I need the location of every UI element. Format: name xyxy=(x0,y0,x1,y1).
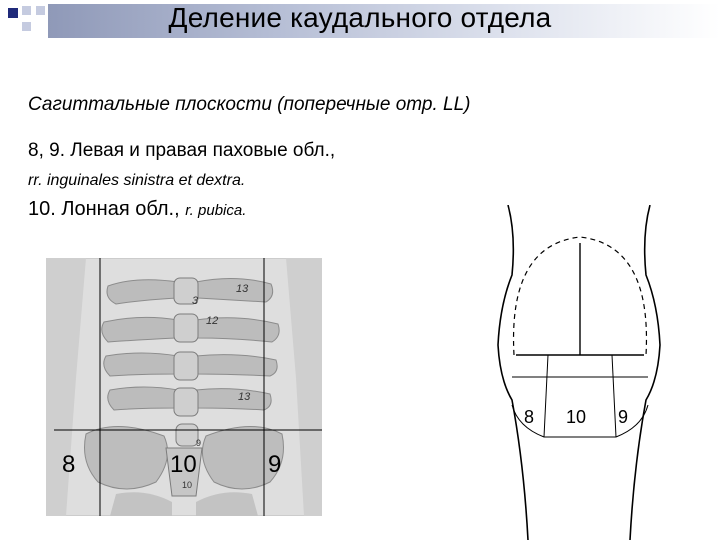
region-label-8: 8 xyxy=(62,451,76,478)
torso-diagram xyxy=(478,205,678,540)
xray-image xyxy=(46,258,322,516)
vertebra xyxy=(174,352,198,380)
vertebra xyxy=(176,424,198,446)
left-body-contour xyxy=(498,205,528,540)
rib-label: 12 xyxy=(206,315,219,327)
rib-label: 13 xyxy=(236,283,249,295)
region-label-9: 9 xyxy=(618,407,629,427)
rib-shape xyxy=(102,317,181,342)
small-label: 9 xyxy=(196,438,202,448)
region-label-10: 10 xyxy=(566,407,587,427)
right-body-contour xyxy=(630,205,660,540)
rib-shape xyxy=(104,353,181,376)
vertebra xyxy=(174,388,198,416)
pubic-region-text xyxy=(28,198,246,221)
pubic-region-latin: r. pubica. xyxy=(185,202,247,219)
rib-shape xyxy=(193,389,271,410)
right-sagittal-line xyxy=(612,355,616,437)
rib-shape xyxy=(108,387,181,410)
rib-shape xyxy=(193,355,277,376)
pubic-region-label: 10. Лонная обл., xyxy=(28,198,180,220)
rib-label: 13 xyxy=(238,391,251,403)
rib-shape xyxy=(193,278,272,302)
inguinal-regions-text: 8, 9. Левая и правая паховые обл., xyxy=(28,140,336,161)
region-label-8: 8 xyxy=(524,407,535,427)
inguinal-regions-latin: rr. inguinales sinistra et dextra. xyxy=(28,172,246,189)
left-sagittal-line xyxy=(544,355,548,437)
rib-label: 3 xyxy=(192,295,199,307)
vertebra xyxy=(174,314,198,342)
region-label-10: 10 xyxy=(170,451,197,478)
small-label: 10 xyxy=(182,480,193,490)
left-iliac-wing xyxy=(85,426,168,489)
page-title: Деление каудального отдела xyxy=(168,2,552,33)
region-label-9: 9 xyxy=(268,451,282,478)
subtitle: Сагиттальные плоскости (поперечные отр. LL) xyxy=(28,94,471,115)
